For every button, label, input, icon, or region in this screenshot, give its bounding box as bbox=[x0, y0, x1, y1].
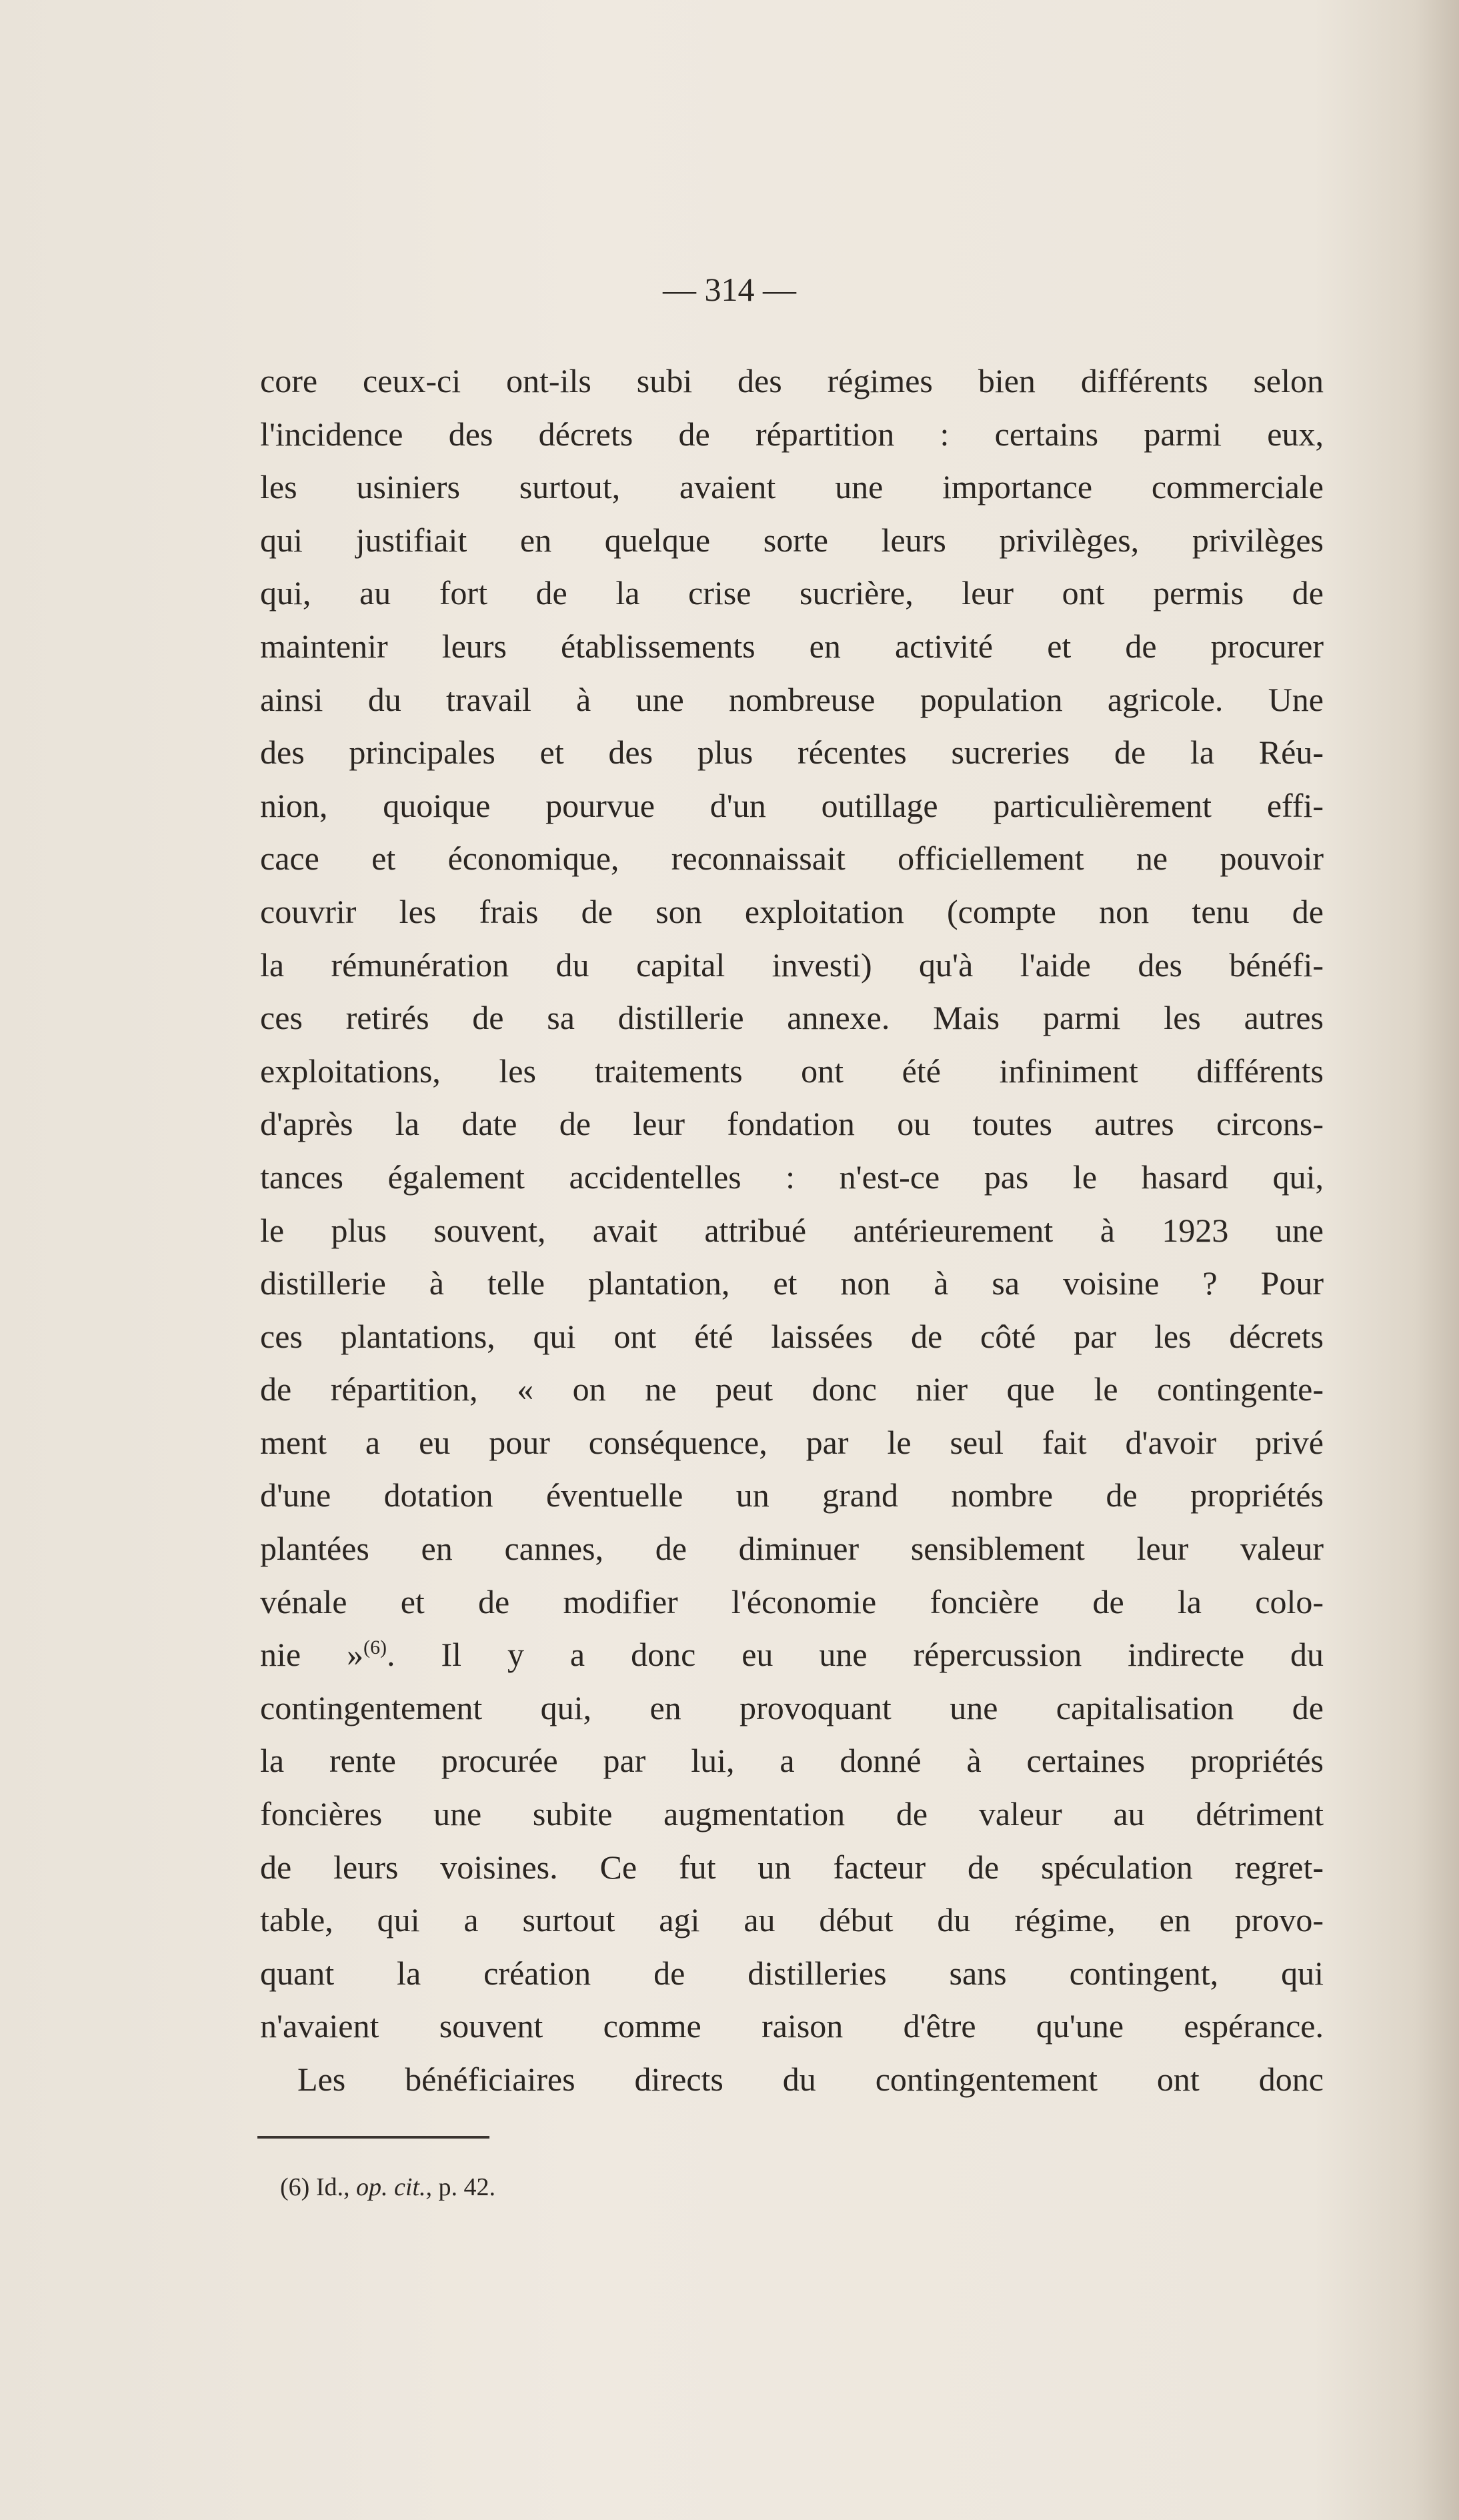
text-line-content: nie » bbox=[260, 1636, 364, 1674]
text-line bbox=[260, 1628, 1324, 1682]
footnote-6 bbox=[280, 2173, 495, 2202]
text-line bbox=[260, 2053, 1324, 2107]
text-line-content: nion, quoique pourvue d'un outillage particulièrement effi- bbox=[260, 786, 1324, 824]
text-line bbox=[260, 726, 1324, 780]
text-line bbox=[260, 2000, 1324, 2053]
text-line-content: vénale et de modifier l'économie foncière de la colo- bbox=[260, 1582, 1324, 1620]
text-line bbox=[260, 1151, 1324, 1204]
text-line-content: quant la création de distilleries sans contingent, qui bbox=[260, 1954, 1324, 1992]
text-line-content: Les bénéficiaires directs du contingentement ont donc bbox=[297, 2061, 1324, 2098]
text-line-content: . Il y a donc eu une répercussion indirecte du bbox=[387, 1636, 1324, 1674]
text-line bbox=[260, 1576, 1324, 1629]
text-line bbox=[260, 514, 1324, 567]
text-line bbox=[260, 1522, 1324, 1576]
text-line-content: qui justifiait en quelque sorte leurs privilèges, privilèges bbox=[260, 521, 1324, 559]
text-line bbox=[260, 1788, 1324, 1841]
footnote-reference[interactable]: (6) bbox=[363, 1636, 387, 1659]
text-line-content: n'avaient souvent comme raison d'être qu'une espérance. bbox=[260, 2007, 1324, 2045]
text-line-content: ment a eu pour conséquence, par le seul fait d'avoir privé bbox=[260, 1423, 1324, 1461]
text-line bbox=[260, 355, 1324, 408]
text-line-content: la rémunération du capital investi) qu'à l'aide des bénéfi- bbox=[260, 946, 1324, 984]
text-line-content: contingentement qui, en provoquant une capitalisation de bbox=[260, 1688, 1324, 1726]
text-line bbox=[260, 1310, 1324, 1364]
text-line-content: d'après la date de leur fondation ou toutes autres circons- bbox=[260, 1105, 1324, 1143]
text-line-content: le plus souvent, avait attribué antérieurement à 1923 une bbox=[260, 1211, 1324, 1249]
footnote-separator bbox=[257, 2136, 489, 2139]
text-line bbox=[260, 1416, 1324, 1470]
text-line bbox=[260, 1947, 1324, 2001]
text-line-content: d'une dotation éventuelle un grand nombre de propriétés bbox=[260, 1476, 1324, 1514]
text-line bbox=[260, 567, 1324, 620]
text-line bbox=[260, 461, 1324, 514]
text-line-content: couvrir les frais de son exploitation (compte non tenu de bbox=[260, 892, 1324, 930]
text-line bbox=[260, 674, 1324, 727]
text-line-content: distillerie à telle plantation, et non à sa voisine ? Pour bbox=[260, 1264, 1324, 1302]
footnote-page: p. 42. bbox=[438, 2173, 495, 2201]
footnote-work: op. cit., bbox=[355, 2173, 432, 2201]
text-line-content: foncières une subite augmentation de valeur au détriment bbox=[260, 1795, 1324, 1833]
text-line-content: l'incidence des décrets de répartition : certains parmi eux, bbox=[260, 415, 1324, 453]
text-line bbox=[260, 1363, 1324, 1416]
text-line bbox=[260, 1734, 1324, 1788]
text-line bbox=[260, 620, 1324, 674]
text-line bbox=[260, 1257, 1324, 1310]
text-line-content: tances également accidentelles : n'est-ce pas le hasard qui, bbox=[260, 1158, 1324, 1196]
text-line-content: des principales et des plus récentes sucreries de la Réu- bbox=[260, 734, 1324, 772]
text-line-content: cace et économique, reconnaissait officiellement ne pouvoir bbox=[260, 840, 1324, 878]
text-line-content: ces retirés de sa distillerie annexe. Mais parmi les autres bbox=[260, 999, 1324, 1037]
text-line bbox=[260, 939, 1324, 992]
text-line bbox=[260, 1204, 1324, 1258]
text-line bbox=[260, 1682, 1324, 1735]
body-text bbox=[260, 355, 1324, 2107]
text-line bbox=[260, 1894, 1324, 1947]
text-line-content: ces plantations, qui ont été laissées de côté par les décrets bbox=[260, 1317, 1324, 1355]
text-line-content: de répartition, « on ne peut donc nier que le contingente- bbox=[260, 1370, 1324, 1408]
text-line-content: plantées en cannes, de diminuer sensiblement leur valeur bbox=[260, 1530, 1324, 1568]
text-line-content: maintenir leurs établissements en activité et de procurer bbox=[260, 627, 1324, 665]
footnote-author: Id., bbox=[315, 2173, 350, 2201]
page-number: — 314 — bbox=[663, 271, 796, 308]
text-line bbox=[260, 1045, 1324, 1098]
text-line-content: core ceux-ci ont-ils subi des régimes bien différents selon bbox=[260, 362, 1324, 399]
text-line bbox=[260, 832, 1324, 886]
text-line-content: exploitations, les traitements ont été infiniment différents bbox=[260, 1052, 1324, 1090]
text-line bbox=[260, 1098, 1324, 1151]
text-line-content: table, qui a surtout agi au début du régime, en provo- bbox=[260, 1901, 1324, 1939]
text-line bbox=[260, 780, 1324, 833]
text-line-content: ainsi du travail à une nombreuse population agricole. Une bbox=[260, 680, 1324, 718]
text-line-content: les usiniers surtout, avaient une importance commerciale bbox=[260, 468, 1324, 506]
text-line bbox=[260, 1469, 1324, 1522]
footnote-number: (6) bbox=[280, 2173, 310, 2201]
text-line-content: de leurs voisines. Ce fut un facteur de spéculation regret- bbox=[260, 1848, 1324, 1886]
text-line bbox=[260, 408, 1324, 461]
text-line bbox=[260, 886, 1324, 939]
text-line-content: la rente procurée par lui, a donné à certaines propriétés bbox=[260, 1742, 1324, 1780]
text-line-content: qui, au fort de la crise sucrière, leur ont permis de bbox=[260, 574, 1324, 612]
text-line bbox=[260, 992, 1324, 1045]
text-line bbox=[260, 1841, 1324, 1895]
